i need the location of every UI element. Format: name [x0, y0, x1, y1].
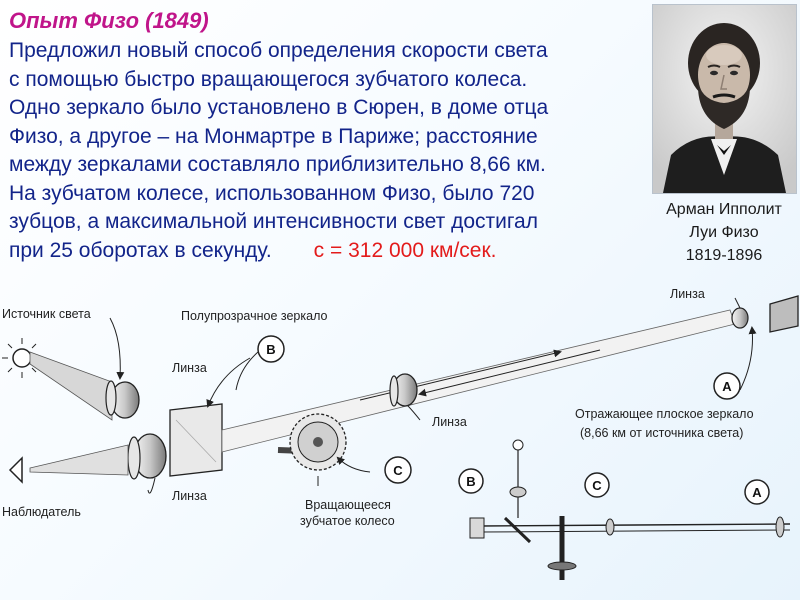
slide-title: Опыт Физо (1849) [9, 8, 209, 33]
label-mirror-line2: (8,66 км от источника света) [580, 426, 744, 440]
text-line: На зубчатом колесе, использованном Физо, было 720 [9, 181, 535, 205]
marker-b [258, 336, 284, 362]
lens-icon [128, 434, 166, 479]
lens-icon [732, 308, 748, 328]
label-wheel-line1: Вращающееся [305, 498, 391, 512]
text-line: Одно зеркало было установлено в Сюрен, в доме отца [9, 96, 549, 119]
text-line: Предложил новый способ определения скорости света [9, 39, 548, 62]
label-observer: Наблюдатель [2, 505, 81, 519]
portrait-image [653, 5, 796, 193]
marker-c-label: C [393, 463, 403, 478]
fizeau-apparatus-diagram [0, 280, 800, 600]
person-years: 1819-1896 [685, 247, 763, 264]
fizeau-portrait [652, 4, 797, 194]
marker-c [385, 457, 411, 483]
marker-c-label: C [592, 478, 602, 493]
marker-a-label: A [722, 379, 732, 394]
text-line: с помощью быстро вращающегося зубчатого колеса. [9, 67, 528, 91]
marker-a [745, 480, 769, 504]
person-name-line1: Арман Ипполит [666, 201, 782, 218]
marker-a-label: A [752, 485, 762, 500]
label-lens: Линза [432, 415, 467, 429]
speed-formula: с = 312 000 км/сек. [313, 238, 497, 262]
label-semi-mirror: Полупрозрачное зеркало [181, 309, 328, 323]
marker-a [714, 373, 740, 399]
description-text [9, 37, 649, 265]
text-line: Физо, а другое – на Монмартре в Париже; расстояние [9, 124, 538, 148]
label-lens: Линза [172, 489, 207, 503]
schematic-diagram [470, 440, 790, 580]
lens-icon [390, 374, 417, 406]
semi-transparent-mirror-icon [170, 404, 222, 476]
marker-b [459, 469, 483, 493]
reflecting-mirror-icon [770, 296, 798, 332]
text-line: при 25 оборотах в секунду. [9, 238, 272, 262]
eye-icon [10, 458, 22, 482]
label-mirror-line1: Отражающее плоское зеркало [575, 407, 754, 421]
text-line: между зеркалами составляло приблизительно 8,66 км. [9, 153, 546, 176]
marker-b-label: B [466, 474, 476, 489]
person-name-line2: Луи Физо [689, 224, 759, 241]
label-lens: Линза [670, 287, 705, 301]
label-wheel-line2: зубчатое колесо [300, 514, 395, 528]
lens-icon [106, 381, 139, 418]
label-light-source: Источник света [2, 307, 91, 321]
text-line: зубцов, а максимальной интенсивности свет достигал [9, 210, 538, 233]
portrait-caption [648, 198, 800, 267]
label-lens: Линза [172, 361, 207, 375]
marker-b-label: B [266, 342, 276, 357]
text-line-last [9, 237, 649, 266]
marker-c [585, 473, 609, 497]
